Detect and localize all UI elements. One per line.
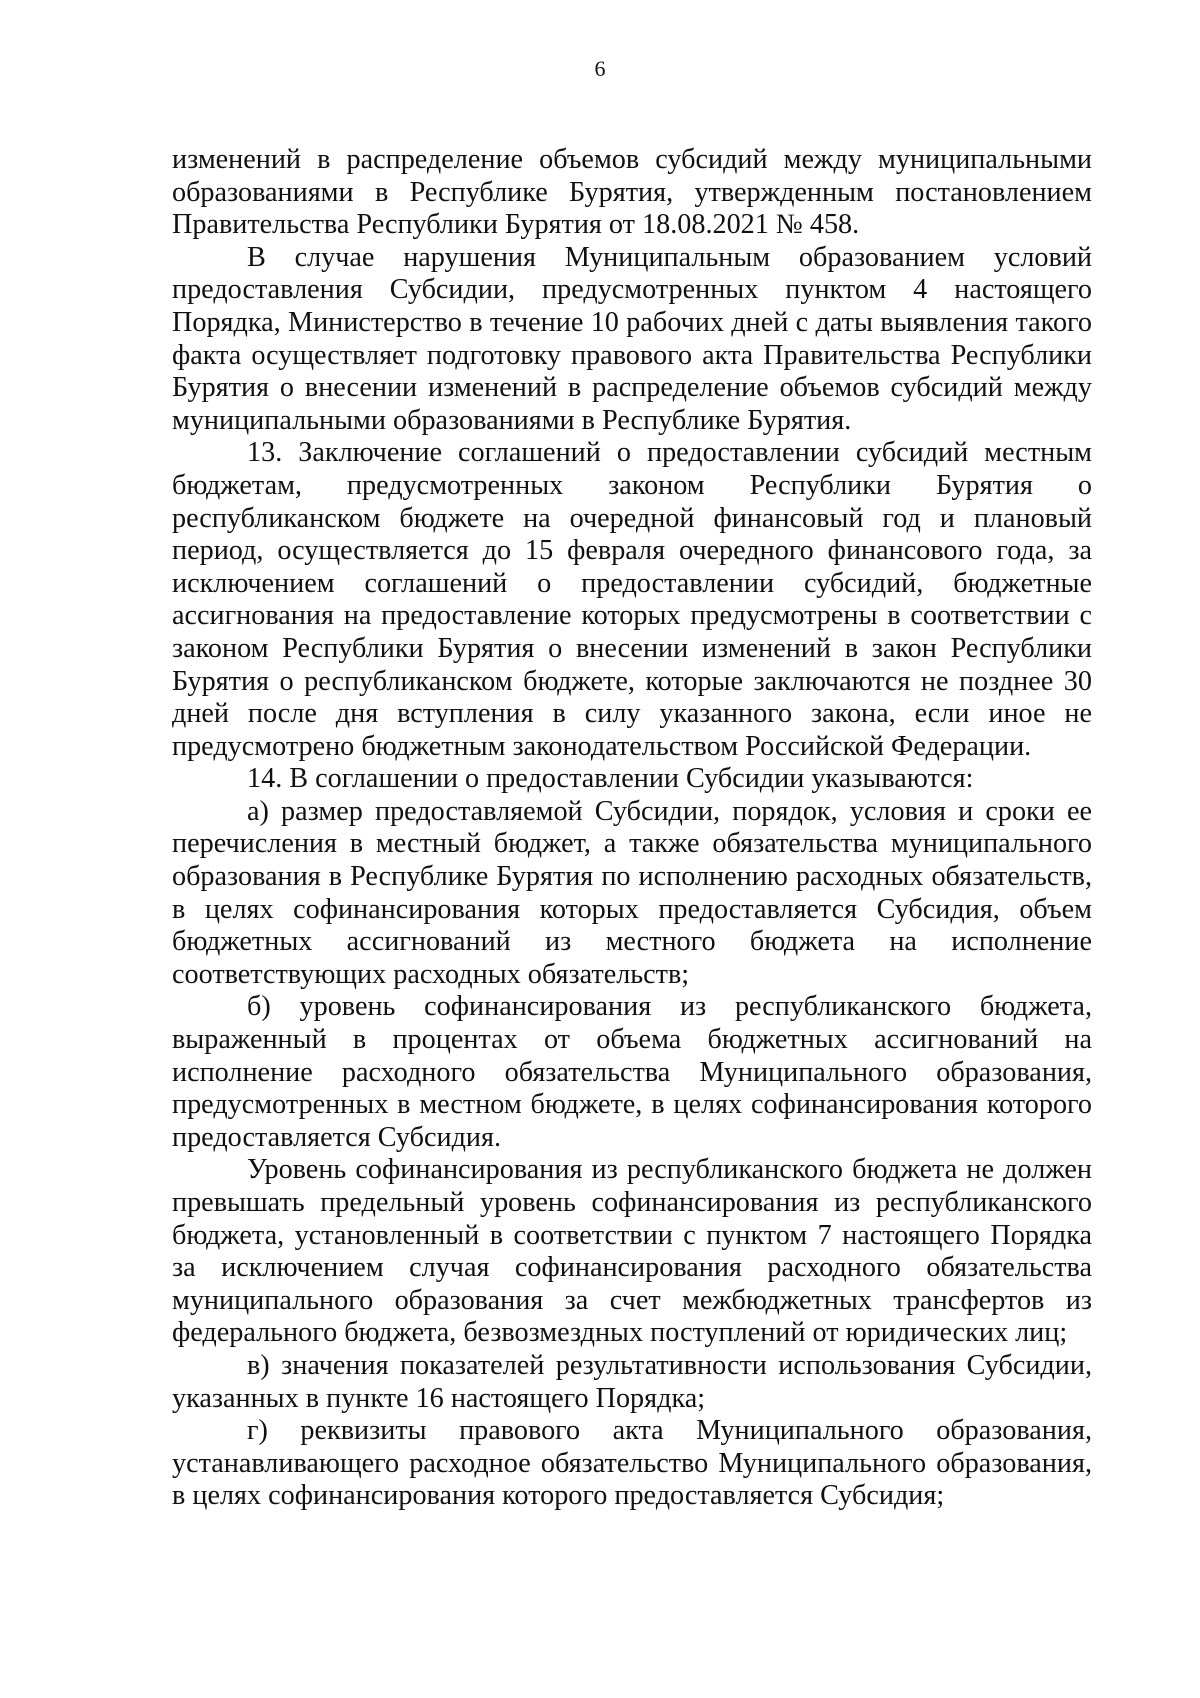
paragraph-subitem-g: г) реквизиты правового акта Муниципального образования, устанавливающего расходное обязательство Муниципального образования, в целях софинансирования которого предоставляется Субсидия;: [172, 1415, 1092, 1512]
page-number: 6: [594, 56, 606, 81]
document-body: [172, 144, 1092, 1513]
paragraph-subitem-b: б) уровень софинансирования из республиканского бюджета, выраженный в процентах от объема бюджетных ассигнований на исполнение расходного обязательства Муниципального образования, предусмотренных в местном бюджете, в целях софинансирования которого предоставляется Субсидия.: [172, 991, 1092, 1153]
paragraph-subitem-a: а) размер предоставляемой Субсидии, порядок, условия и сроки ее перечисления в местный бюджет, а также обязательства муниципального образования в Республике Бурятия по исполнению расходных обязательств, в целях софинансирования которых предоставляется Субсидия, объем бюджетных ассигнований из местного бюджета на исполнение соответствующих расходных обязательств;: [172, 795, 1092, 990]
paragraph-item-14: 14. В соглашении о предоставлении Субсидии указываются:: [247, 763, 974, 795]
paragraph-cofinancing-level: Уровень софинансирования из республиканского бюджета не должен превышать предельный уровень софинансирования из республиканского бюджета, установленный в соответствии с пунктом 7 настоящего Порядка за исключением случая софинансирования расходного обязательства муниципального образования за счет межбюджетных трансфертов из федерального бюджета, безвозмездных поступлений от юридических лиц;: [172, 1154, 1092, 1349]
paragraph-item-13: 13. Заключение соглашений о предоставлении субсидий местным бюджетам, предусмотренных законом Республики Бурятия о республиканском бюджете на очередной финансовый год и плановый период, осуществляется до 15 февраля очередного финансового года, за исключением соглашений о предоставлении субсидий, бюджетные ассигнования на предоставление которых предусмотрены в соответствии с законом Республики Бурятия о внесении изменений в закон Республики Бурятия о республиканском бюджете, которые заключаются не позднее 30 дней после дня вступления в силу указанного закона, если иное не предусмотрено бюджетным законодательством Российской Федерации.: [172, 437, 1092, 762]
paragraph-continuation: изменений в распределение объемов субсидий между муниципальными образованиями в Республике Бурятия, утвержденным постановлением Правительства Республики Бурятия от 18.08.2021 № 458.: [172, 144, 1092, 241]
paragraph-subitem-v: в) значения показателей результативности использования Субсидии, указанных в пункте 16 настоящего Порядка;: [172, 1349, 1092, 1414]
paragraph-violation-case: В случае нарушения Муниципальным образованием условий предоставления Субсидии, предусмотренных пунктом 4 настоящего Порядка, Министерство в течение 10 рабочих дней с даты выявления такого факта осуществляет подготовку правового акта Правительства Республики Бурятия о внесении изменений в распределение объемов субсидий между муниципальными образованиями в Республике Бурятия.: [172, 241, 1092, 436]
